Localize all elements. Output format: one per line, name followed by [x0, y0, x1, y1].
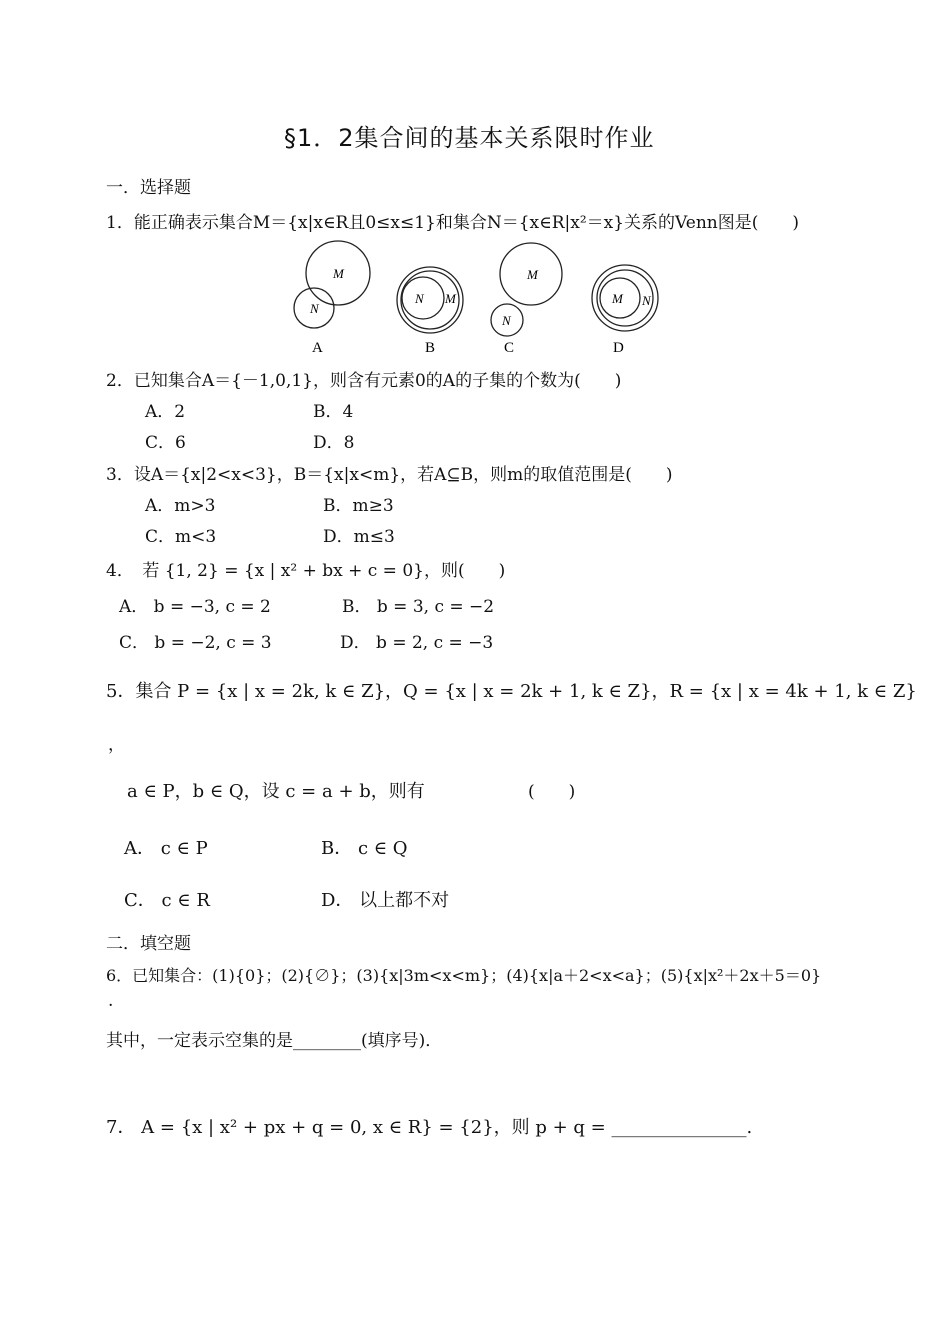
question-5-option-a: A． c ∈ P	[124, 838, 208, 859]
section-heading-fill: 二．填空题	[106, 934, 191, 954]
question-5-option-c: C． c ∈ R	[124, 890, 210, 911]
venn-b-m-label: M	[445, 291, 456, 306]
question-6-line-2: 其中，一定表示空集的是________(填序号)．	[106, 1031, 443, 1051]
question-3-text: 3．设A＝{x|2<x<3}，B＝{x|x<m}，若A⊆B，则m的取值范围是( )	[106, 465, 673, 485]
page-title: §1．2集合间的基本关系限时作业	[284, 124, 655, 152]
question-3-option-d: D．m≤3	[323, 527, 395, 547]
venn-a-option-label: A	[312, 340, 323, 356]
venn-d-option-label: D	[613, 340, 624, 356]
venn-d-n-label: N	[642, 293, 651, 308]
question-3-option-a: A．m>3	[145, 496, 216, 516]
question-5-text: 5．集合 P = {x | x = 2k, k ∈ Z}，Q = {x | x = 2k + 1, k ∈ Z}，R = {x | x = 4k + 1, k ∈ Z}	[106, 681, 917, 702]
question-4-option-d: D． b = 2, c = −3	[340, 633, 494, 653]
question-5-option-b: B． c ∈ Q	[321, 838, 408, 859]
question-2-option-b: B．4	[313, 402, 354, 422]
question-7-text: 7． A = {x | x² + px + q = 0, x ∈ R} = {2}，则 p + q = _______________.	[106, 1117, 753, 1138]
question-3-option-c: C．m<3	[145, 527, 217, 547]
question-5-option-d: D． 以上都不对	[321, 890, 450, 911]
question-2-option-d: D．8	[313, 433, 355, 453]
venn-c-n-label: N	[502, 313, 511, 328]
venn-b-n-label: N	[415, 291, 424, 306]
venn-c-m-label: M	[527, 267, 538, 282]
question-6-dot: .	[108, 991, 114, 1011]
question-2-option-a: A．2	[145, 402, 186, 422]
question-4-option-b: B． b = 3, c = −2	[342, 597, 495, 617]
venn-a-n-label: N	[310, 301, 319, 316]
venn-b-option-label: B	[425, 340, 436, 356]
question-2-option-c: C．6	[145, 433, 186, 453]
question-5-answer-paren: ( )	[528, 782, 576, 802]
question-2-text: 2．已知集合A＝{－1,0,1}，则含有元素0的A的子集的个数为( )	[106, 371, 622, 391]
venn-a-m-label: M	[333, 266, 344, 281]
question-3-option-b: B．m≥3	[323, 496, 394, 516]
venn-diagrams	[285, 238, 675, 358]
question-6-text: 6．已知集合：(1){0}；(2){∅}；(3){x|3m<x<m}；(4){x|a＋2<x<a}；(5){x|x²＋2x＋5＝0}	[106, 966, 822, 985]
venn-c-option-label: C	[504, 340, 515, 356]
venn-option-a	[294, 241, 370, 328]
question-4-option-c: C． b = −2, c = 3	[119, 633, 272, 653]
question-5-comma: ，	[108, 735, 125, 755]
section-heading-choice: 一．选择题	[106, 178, 191, 198]
question-5-line-2: a ∈ P，b ∈ Q，设 c = a + b，则有	[127, 781, 425, 802]
question-4-option-a: A． b = −3, c = 2	[119, 597, 271, 617]
question-1-text: 1．能正确表示集合M＝{x|x∈R且0≤x≤1}和集合N＝{x∈R|x²＝x}关系的Venn图是( )	[106, 213, 799, 233]
venn-d-m-label: M	[612, 291, 623, 306]
question-4-text: 4． 若 {1, 2} = {x | x² + bx + c = 0}，则( )	[106, 561, 506, 581]
